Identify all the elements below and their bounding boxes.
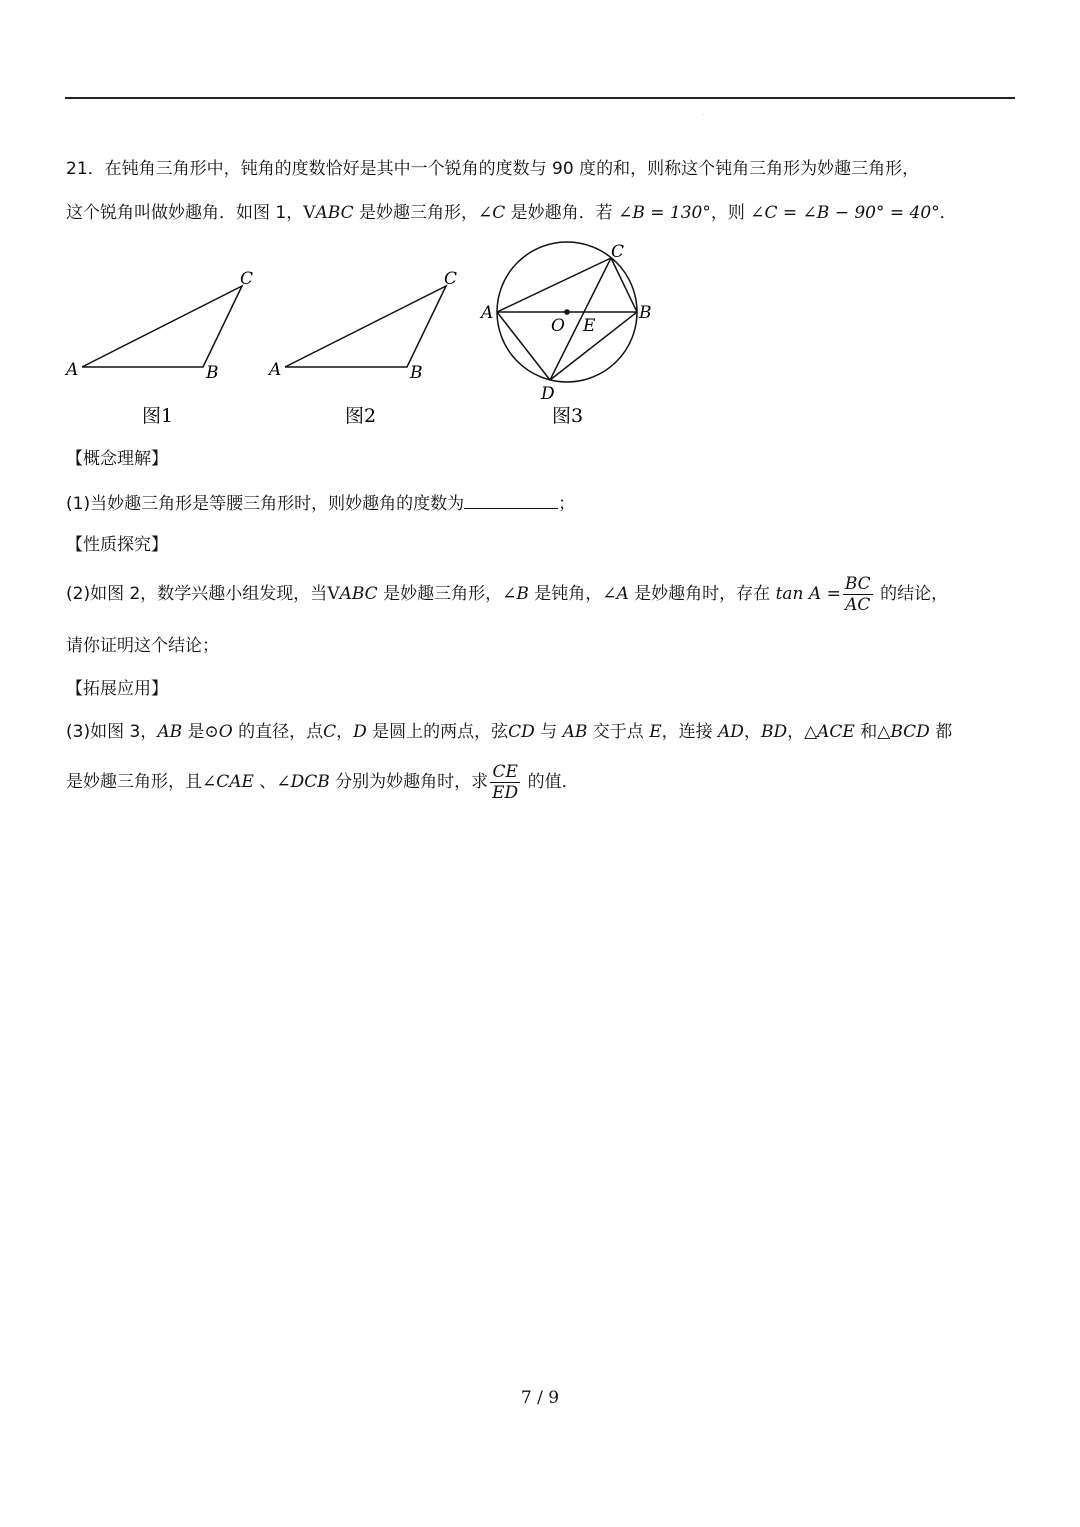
fig2-label-b: B: [410, 363, 423, 383]
fig1-label-a: A: [66, 360, 79, 380]
fig3-label-a: A: [481, 303, 494, 323]
part3-line2: 是妙趣三角形，且∠CAE 、∠DCB 分别为妙趣角时，求 $\frac{CE}{ED}$ 的值．: [66, 761, 579, 803]
figure-3: [479, 242, 652, 427]
figures: [60, 236, 680, 436]
part3-line1: (3)如图 3，AB 是⊙O 的直径，点C，D 是圆上的两点，弦CD 与 AB 交于点 E，连接 AD，BD，△ACE 和△BCD 都: [66, 722, 953, 742]
fig1-caption: 图1: [142, 405, 174, 427]
fig2-label-a: A: [269, 360, 282, 380]
fig1-label-b: B: [206, 363, 219, 383]
section-concept: 【概念理解】: [66, 449, 168, 469]
fig3-label-d: D: [541, 384, 555, 404]
tan-fraction: $\frac{BC}{AC}$: [844, 573, 871, 615]
fig3-label-o: O: [551, 316, 565, 336]
ce-ed-fraction: $\frac{CE}{ED}$: [492, 761, 519, 803]
part1: (1)当妙趣三角形是等腰三角形时，则妙趣角的度数为 ；: [66, 490, 575, 516]
part2-line1: (2)如图 2，数学兴趣小组发现，当VABC 是妙趣三角形，∠B 是钝角，∠A 是妙趣角时，存在 tan A = $\frac{BC}{AC}$ 的结论，: [66, 573, 949, 615]
dot-mark: ·: [702, 112, 704, 119]
q21-line2: 这个锐角叫做妙趣角．如图 1，VABC 是妙趣三角形，∠C 是妙趣角．若 ∠B = 130°，则 ∠C = ∠B − 90° = 40°．: [66, 203, 957, 223]
fig3-label-c: C: [611, 242, 625, 262]
part2-line2: 请你证明这个结论；: [66, 636, 219, 656]
fig3-caption: 图3: [552, 405, 584, 427]
fig1-label-c: C: [240, 269, 254, 289]
answer-blank[interactable]: [464, 490, 558, 509]
figure-1: [64, 269, 253, 427]
section-extension: 【拓展应用】: [66, 679, 168, 699]
page-number: 7 / 9: [520, 1388, 560, 1408]
fig3-label-e: E: [583, 316, 596, 336]
fig3-label-b: B: [639, 303, 652, 323]
header-rule: [65, 97, 1015, 99]
fig2-caption: 图2: [345, 405, 377, 427]
figure-2: [267, 269, 457, 427]
q21-line1: 21．在钝角三角形中，钝角的度数恰好是其中一个锐角的度数与 90 度的和，则称这个钝角三角形为妙趣三角形，: [66, 159, 920, 179]
fig2-label-c: C: [444, 269, 458, 289]
section-property: 【性质探究】: [66, 535, 168, 555]
